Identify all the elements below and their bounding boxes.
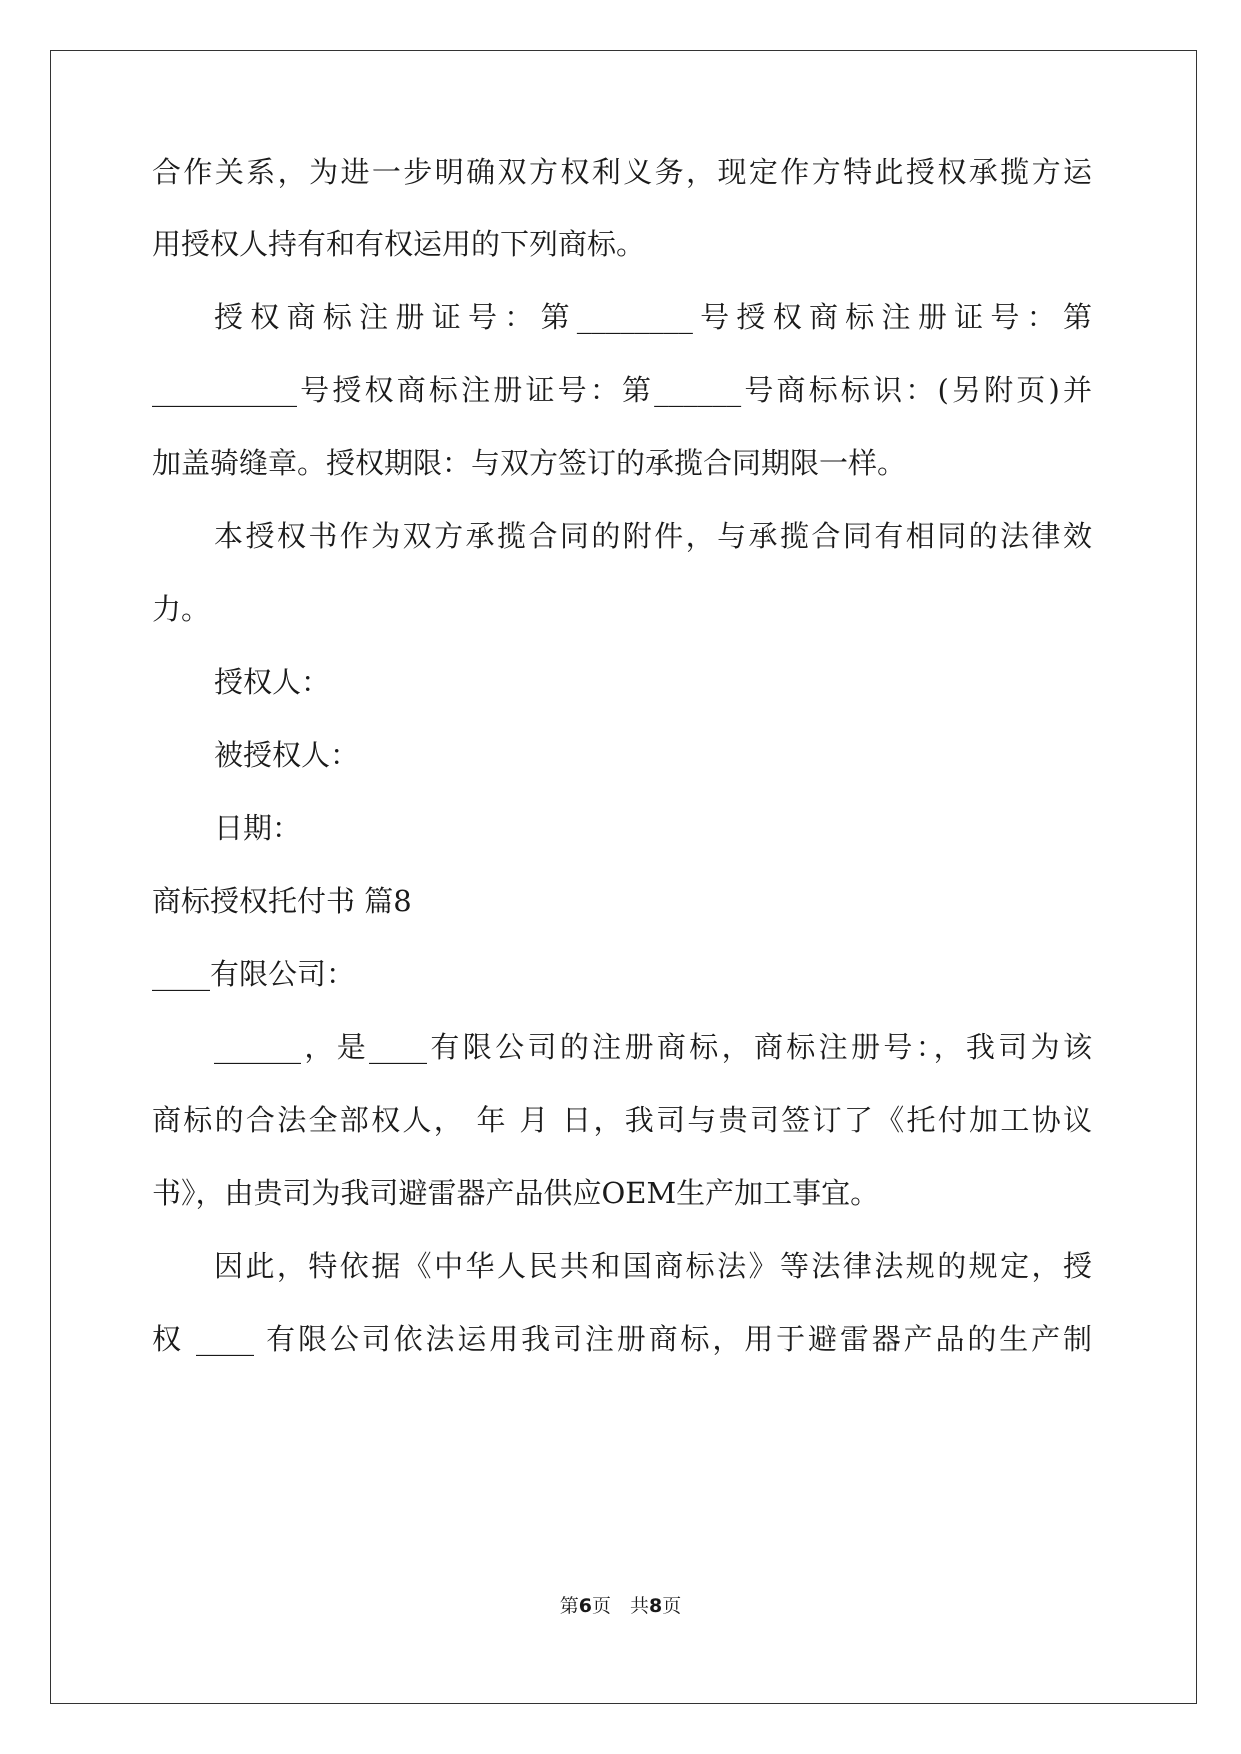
- text-line: 力。: [152, 592, 211, 626]
- text-line: 授权商标注册证号：第________号授权商标注册证号：第: [214, 300, 1092, 334]
- total-pages-number: 8: [649, 1595, 663, 1617]
- text-line: __________号授权商标注册证号：第______号商标标识：(另附页)并: [152, 373, 1092, 407]
- text-line: 权 ____ 有限公司依法运用我司注册商标，用于避雷器产品的生产制: [152, 1322, 1092, 1356]
- text-line: 本授权书作为双方承揽合同的附件，与承揽合同有相同的法律效: [214, 519, 1092, 553]
- footer-prefix: 第: [559, 1595, 579, 1617]
- current-page-number: 6: [578, 1595, 592, 1617]
- text-line: ______，是____有限公司的注册商标，商标注册号：，我司为该: [214, 1030, 1092, 1064]
- section-heading: 商标授权托付书 篇8: [152, 884, 412, 918]
- signatory-label: 授权人：: [214, 665, 331, 699]
- text-line: 加盖骑缝章。授权期限：与双方签订的承揽合同期限一样。: [152, 446, 907, 480]
- text-line: 商标的合法全部权人， 年 月 日，我司与贵司签订了《托付加工协议: [152, 1103, 1092, 1137]
- addressee-line: ____有限公司：: [152, 957, 356, 991]
- text-line: 因此，特依据《中华人民共和国商标法》等法律法规的规定，授: [214, 1249, 1092, 1283]
- text-line: 合作关系，为进一步明确双方权利义务，现定作方特此授权承揽方运: [152, 155, 1092, 189]
- date-label: 日期：: [214, 811, 302, 845]
- text-line: 用授权人持有和有权运用的下列商标。: [152, 227, 646, 261]
- text-line: 书》，由贵司为我司避雷器产品供应OEM生产加工事宜。: [152, 1176, 880, 1210]
- page-footer: [0, 1594, 1241, 1618]
- grantee-label: 被授权人：: [214, 738, 360, 772]
- footer-middle: 页 共: [591, 1595, 649, 1617]
- footer-suffix: 页: [662, 1595, 682, 1617]
